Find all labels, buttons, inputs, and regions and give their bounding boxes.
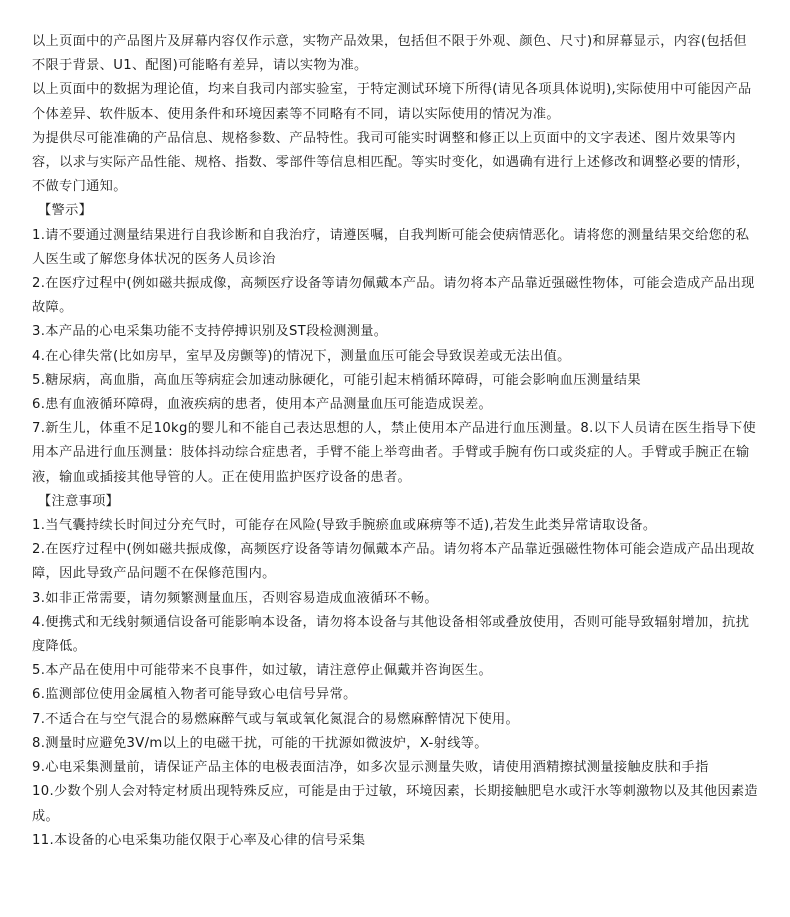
warning-item: 3.本产品的心电采集功能不支持停搏识别及ST段检测测量。	[32, 324, 388, 340]
notes-item: 6.监测部位使用金属植入物者可能导致心电信号异常。	[32, 687, 357, 703]
notes-item: 7.不适合在与空气混合的易燃麻醉气或与氧或氧化氮混合的易燃麻醉情况下使用。	[32, 711, 520, 727]
disclaimer-paragraph: 以上页面中的产品图片及屏幕内容仅作示意，实物产品效果，包括但不限于外观、颜色、尺寸)和屏幕显示，内容(包括但不限于背景、U1、配图)可能略有差异，请以实物为准。	[32, 34, 747, 74]
warning-item: 1.请不要通过测量结果进行自我诊断和自我治疗，请遵医嘱，自我判断可能会使病情恶化。请将您的测量结果交给您的私人医生或了解您身体状况的医务人员诊治	[32, 227, 750, 267]
notes-item: 2.在医疗过程中(例如磁共振成像，高频医疗设备等请勿佩戴本产品。请勿将本产品靠近强磁性物体可能会造成产品出现故障，因此导致产品问题不在保修范围内。	[32, 542, 755, 582]
warning-item: 7.新生儿，体重不足10kg的婴儿和不能自己表达思想的人，禁止使用本产品进行血压测量。8.以下人员请在医生指导下使用本产品进行血压测量：肢体抖动综合症患者，手臂不能上举弯曲者。手臂或手腕有伤口或炎症的人。手臂或手腕正在输液，输血或插接其他导管的人。正在使用监护医疗设备的患者。	[32, 421, 757, 485]
notes-item: 1.当气囊持续长时间过分充气时，可能存在风险(导致手腕瘀血或麻痹等不适),若发生此类异常请取设备。	[32, 518, 657, 534]
notes-item: 5.本产品在使用中可能带来不良事件，如过敏，请注意停止佩戴并咨询医生。	[32, 663, 493, 679]
warning-heading: 【警示】	[38, 203, 93, 219]
notes-item: 8.测量时应避免3V/m以上的电磁干扰，可能的干扰源如微波炉，X-射线等。	[32, 735, 488, 751]
warning-item: 2.在医疗过程中(例如磁共振成像，高频医疗设备等请勿佩戴本产品。请勿将本产品靠近强磁性物体，可能会造成产品出现故障。	[32, 276, 755, 316]
notes-item: 3.如非正常需要，请勿频繁测量血压，否则容易造成血液循环不畅。	[32, 590, 438, 606]
warning-item: 6.患有血液循环障碍，血液疾病的患者，使用本产品测量血压可能造成误差。	[32, 397, 493, 413]
notes-item: 4.便携式和无线射频通信设备可能影响本设备，请勿将本设备与其他设备相邻或叠放使用，否则可能导致辐射增加，抗扰度降低。	[32, 614, 750, 655]
disclaimer-paragraph: 以上页面中的数据为理论值，均来自我司内部实验室，于特定测试环境下所得(请见各项具体说明),实际使用中可能因产品个体差异、软件版本、使用条件和环境因素等不同略有不同，请以实际使用的情况为准。	[32, 82, 752, 122]
notes-item: 11.本设备的心电采集功能仅限于心率及心律的信号采集	[32, 832, 366, 848]
notes-item: 10.少数个别人会对特定材质出现特殊反应，可能是由于过敏，环境因素，长期接触肥皂水或汗水等刺激物以及其他因素造成。	[32, 784, 758, 824]
warning-item: 5.糖尿病，高血脂，高血压等病症会加速动脉硬化，可能引起末梢循环障碍，可能会影响血压测量结果	[32, 372, 641, 388]
notes-heading: 【注意事项】	[38, 493, 120, 509]
notes-item: 9.心电采集测量前，请保证产品主体的电极表面洁净，如多次显示测量失败，请使用酒精擦拭测量接触皮肤和手指	[32, 760, 709, 776]
warning-item: 4.在心律失常(比如房早，室早及房颤等)的情况下，测量血压可能会导致误差或无法出值。	[32, 348, 571, 364]
disclaimer-paragraph: 为提供尽可能准确的产品信息、规格参数、产品特性。我司可能实时调整和修正以上页面中的文字表述、图片效果等内容，以求与实际产品性能、规格、指数、零部件等信息相匹配。等实时变化，如遇确有进行上述修改和调整必要的情形，不做专门通知。	[32, 130, 750, 195]
